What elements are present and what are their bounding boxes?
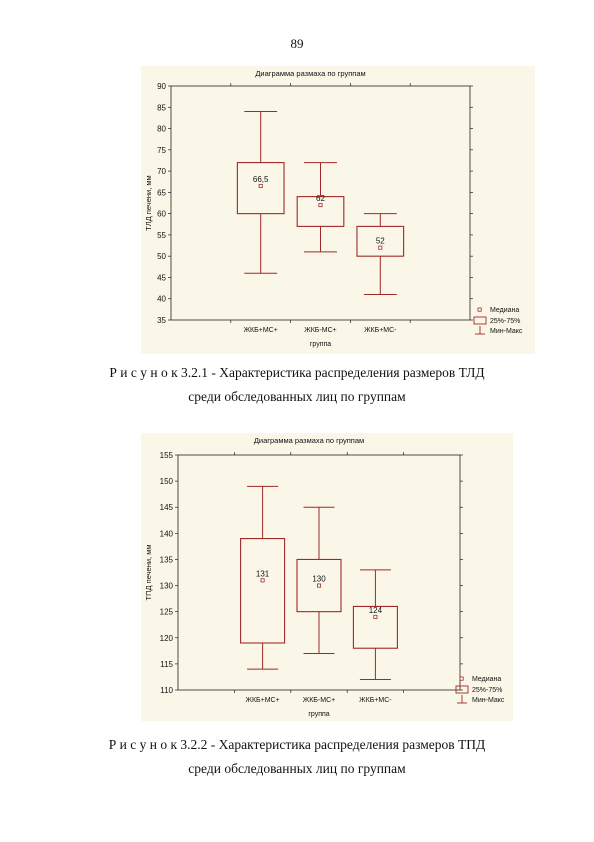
legend-box-icon: [474, 317, 486, 324]
median-label: 124: [368, 605, 383, 615]
y-tick-label: 65: [157, 188, 166, 198]
median-marker: [319, 204, 322, 207]
legend-median-label: Медиана: [472, 676, 502, 683]
box-group: [237, 112, 284, 274]
y-tick-label: 35: [157, 316, 166, 325]
y-tick-label: 135: [159, 555, 173, 565]
legend-median-icon: [478, 308, 481, 311]
y-tick-label: 155: [159, 451, 173, 460]
x-axis-label: группа: [308, 711, 330, 718]
chart-title: Диаграмма размаха по группам: [253, 436, 365, 445]
caption-line-2: среди обследованных лиц по группам: [188, 761, 406, 776]
legend: [474, 307, 523, 335]
y-tick-label: 55: [157, 230, 166, 240]
box-group: [353, 570, 397, 680]
box-group: [357, 214, 404, 295]
box-group: [241, 486, 285, 669]
x-tick-label: ЖКБ+МС+: [245, 697, 280, 704]
y-tick-label: 85: [157, 103, 166, 113]
caption-line-2: среди обследованных лиц по группам: [188, 389, 406, 404]
caption-line-1: Р и с у н о к 3.2.2 - Характеристика распределения размеров ТПД: [108, 737, 486, 752]
chart-title: Диаграмма размаха по группам: [255, 69, 366, 78]
y-tick-label: 115: [160, 659, 173, 669]
y-tick-label: 150: [159, 477, 173, 487]
legend-median-label: Медиана: [490, 307, 520, 314]
median-label: 130: [312, 574, 326, 584]
y-axis-label: ТПД печени, мм: [144, 544, 153, 601]
plot-frame: [178, 455, 460, 690]
median-marker: [261, 579, 264, 582]
iqr-box: [237, 163, 284, 214]
y-tick-label: 50: [157, 252, 166, 262]
y-tick-label: 90: [157, 82, 166, 91]
page-number: 89: [290, 36, 304, 51]
median-marker: [379, 246, 382, 249]
x-axis-label: группа: [309, 341, 332, 348]
y-tick-label: 110: [160, 686, 173, 695]
legend-whisker-label: Мин-Макс: [490, 328, 523, 335]
median-marker: [374, 615, 377, 618]
y-tick-label: 75: [157, 145, 166, 155]
box-plot-figure-1: [141, 66, 535, 354]
legend-box-icon: [456, 686, 468, 693]
x-tick-label: ЖКБ-МС+: [304, 327, 337, 334]
x-tick-label: ЖКБ+МС-: [359, 697, 392, 704]
legend-whisker-label: Мин-Макс: [472, 697, 505, 704]
legend-box-label: 25%-75%: [472, 687, 503, 694]
y-tick-label: 145: [159, 503, 173, 513]
legend: [456, 676, 505, 704]
median-label: 66,5: [252, 174, 269, 184]
median-label: 62: [316, 194, 325, 204]
y-tick-label: 130: [159, 581, 173, 591]
y-tick-label: 40: [157, 294, 166, 304]
median-marker: [259, 184, 262, 187]
caption-line-1: Р и с у н о к 3.2.1 - Характеристика распределения размеров ТЛД: [109, 365, 485, 380]
y-tick-label: 140: [159, 529, 173, 539]
legend-box-label: 25%-75%: [490, 318, 521, 325]
x-tick-label: ЖКБ+МС+: [243, 327, 278, 334]
y-axis-label: ТЛД печени, мм: [144, 175, 153, 231]
y-tick-label: 45: [157, 273, 166, 283]
median-label: 52: [375, 236, 385, 246]
y-tick-label: 70: [157, 167, 166, 177]
box-plot-chart-2: [141, 433, 513, 721]
x-tick-label: ЖКБ+МС-: [364, 327, 397, 334]
y-tick-label: 80: [157, 124, 166, 134]
box-plot-figure-2: [141, 433, 513, 721]
figure-caption-2: [0, 733, 594, 781]
x-tick-label: ЖКБ-МС+: [302, 697, 336, 704]
figure-caption-1: [0, 361, 594, 409]
median-label: 131: [255, 569, 270, 579]
median-marker: [317, 584, 320, 587]
box-group: [297, 163, 344, 252]
y-tick-label: 120: [159, 633, 173, 643]
legend-median-icon: [460, 677, 463, 680]
box-plot-chart-1: [141, 66, 535, 354]
y-tick-label: 60: [157, 209, 166, 219]
y-tick-label: 125: [159, 607, 173, 617]
box-group: [297, 507, 341, 653]
iqr-box: [241, 539, 285, 643]
